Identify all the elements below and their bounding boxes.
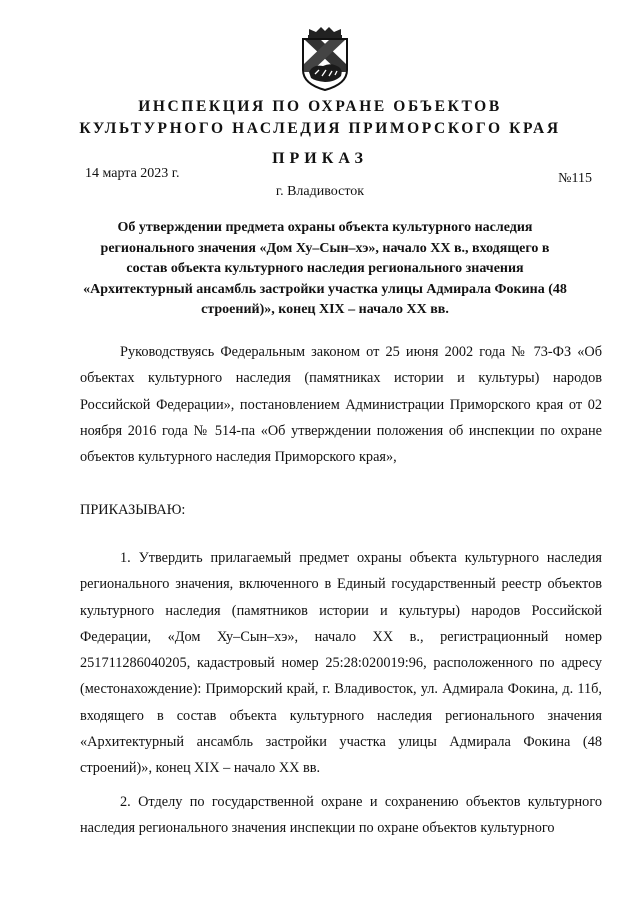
org-name-line1: ИНСПЕКЦИЯ ПО ОХРАНЕ ОБЪЕКТОВ	[138, 98, 502, 115]
coat-of-arms-icon	[295, 26, 355, 92]
org-name-line2: КУЛЬТУРНОГО НАСЛЕДИЯ ПРИМОРСКОГО КРАЯ	[79, 120, 561, 137]
document-type: ПРИКАЗ	[272, 150, 368, 167]
order-item-2: 2. Отделу по государственной охране и сохранению объектов культурного наследия регионального значения инспекции по охране объектов культурного	[80, 794, 602, 837]
document-number: №115	[558, 171, 592, 186]
order-word: ПРИКАЗЫВАЮ:	[80, 502, 186, 518]
document-city: г. Владивосток	[275, 184, 365, 199]
document-title: Об утверждении предмета охраны объекта культурного наследия регионального значения «Дом Ху–Сын–хэ», начало XX в., входящего в состав объекта культурного наследия регионального значения «Архитектурный ансамбль застройки участка улицы Адмирала Фокина (48 строений)», конец XIX – начало XX вв.	[83, 220, 567, 317]
document-date: 14 марта 2023 г.	[85, 166, 180, 181]
order-item-1: 1. Утвердить прилагаемый предмет охраны объекта культурного наследия регионального значения, включенного в Единый государственный реестр объектов культурного наследия (памятников истории и культуры) народов Российской Федерации, «Дом Ху–Сын–хэ», начало XX в., регистрационный номер 251711286040205, кадастровый номер 25:28:020019:96, расположенного по адресу (местонахождение): Приморский край, г. Владивосток, ул. Адмирала Фокина, д. 11б, входящего в состав объекта культурного наследия регионального значения «Архитектурный ансамбль застройки участка улицы Адмирала Фокина (48 строений)», конец XIX – начало XX вв.	[80, 550, 602, 777]
preamble-paragraph: Руководствуясь Федеральным законом от 25 июня 2002 года № 73-ФЗ «Об объектах культурного наследия (памятниках истории и культуры) народов Российской Федерации», постановлением Администрации Приморского края от 02 ноября 2016 года № 514-па «Об утверждении положения об инспекции по охране объектов культурного наследия Приморского края»,	[80, 344, 602, 466]
